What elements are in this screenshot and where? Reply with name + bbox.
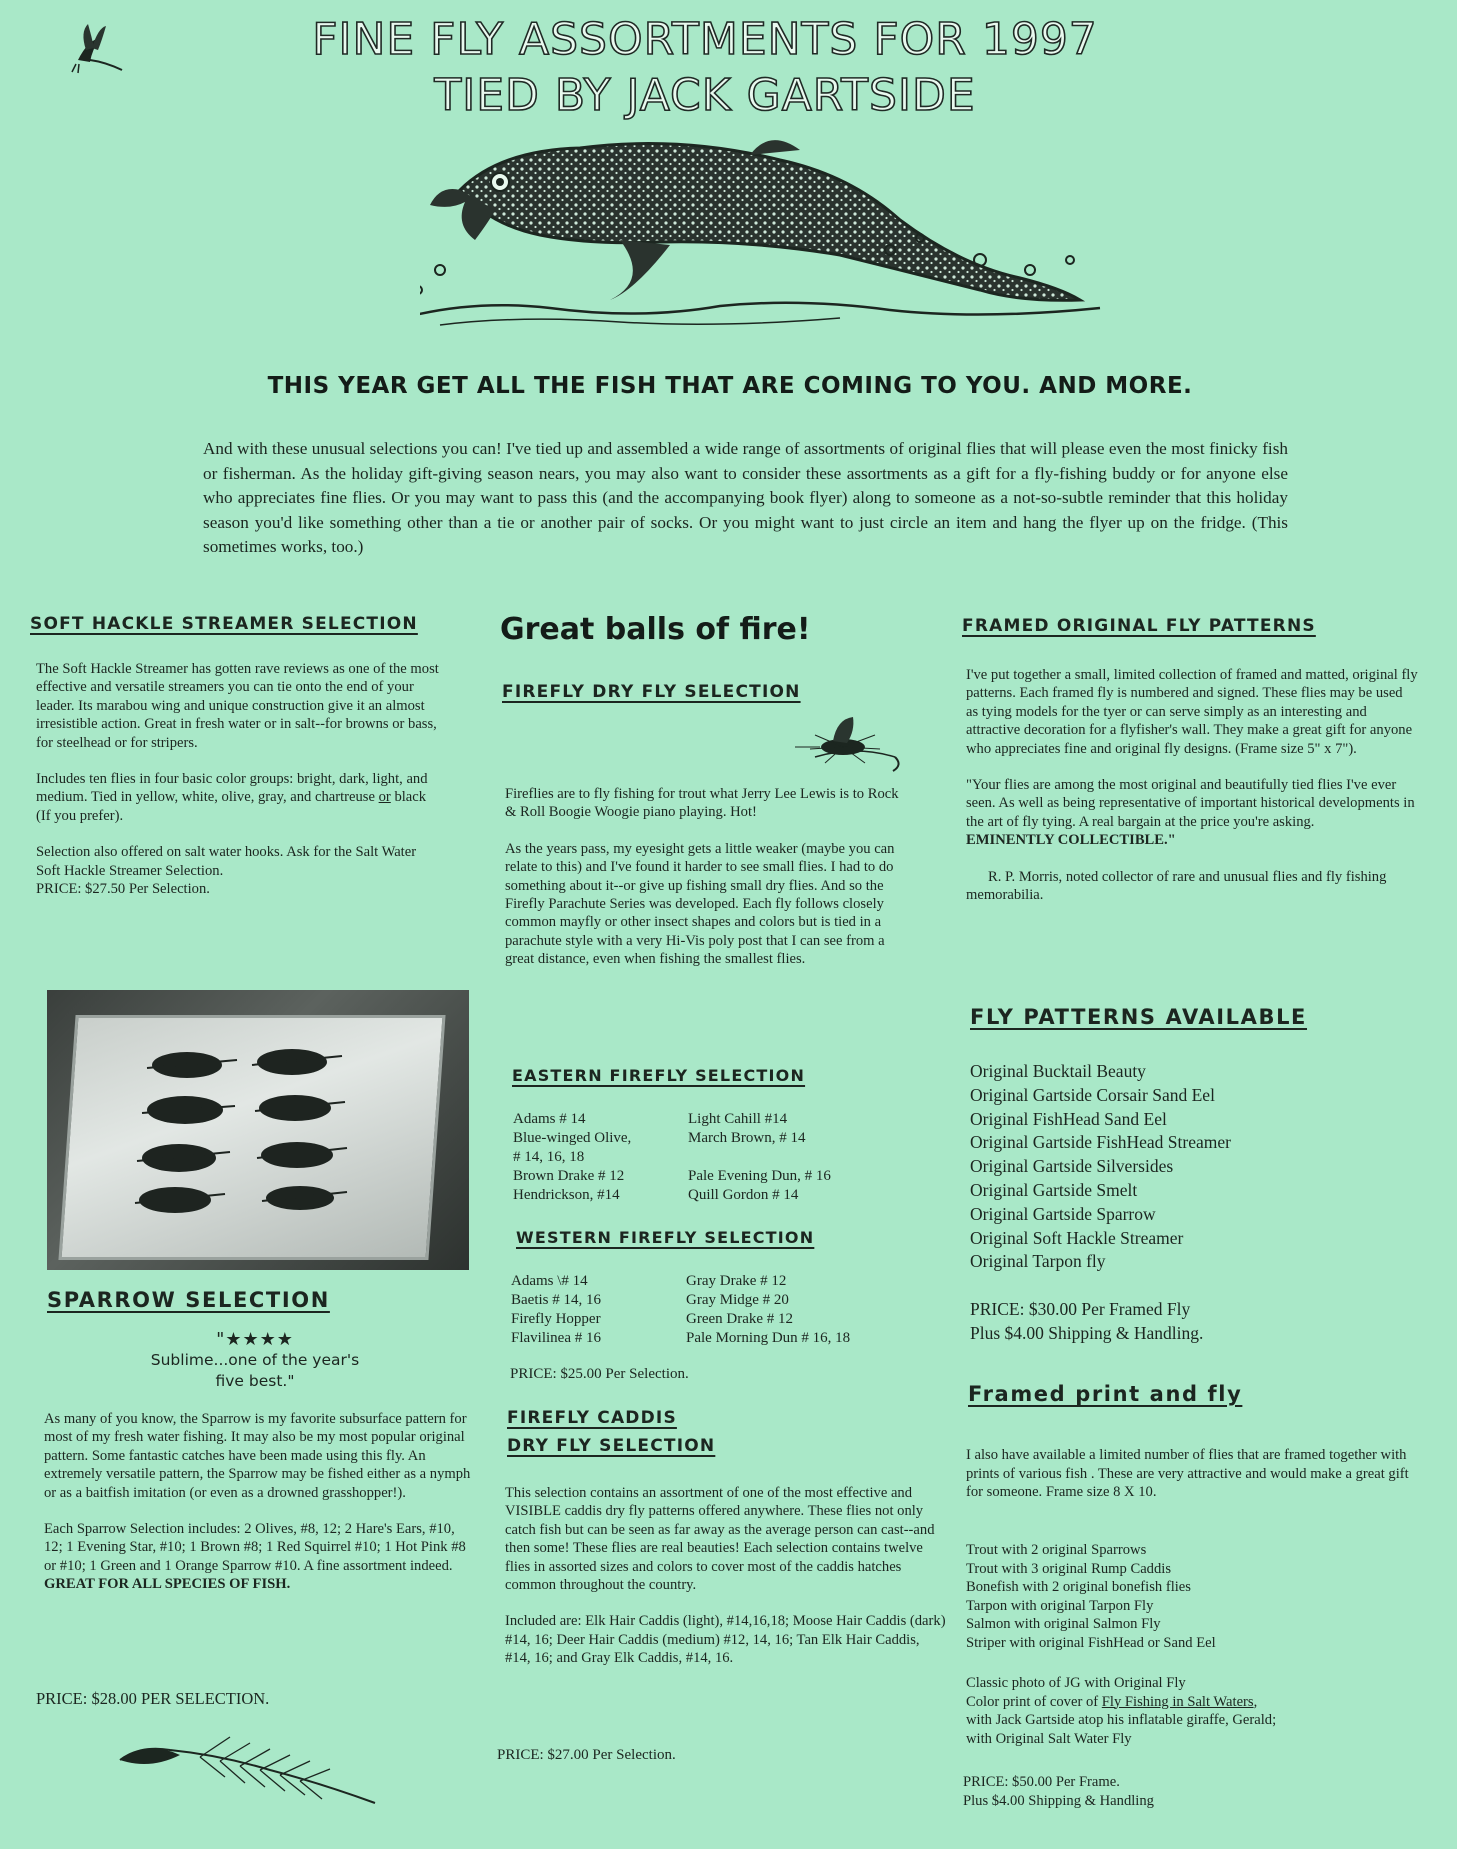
caddis-p2: Included are: Elk Hair Caddis (light), #14,16,18; Moose Hair Caddis (dark) #14, 16; Deer Hair Caddis (medium) #12, 14, 16; Tan Elk Hair Caddis, #14, 16; and Gray Elk Caddis, #14, 16. <box>505 1613 946 1667</box>
sparrow-flies-icon <box>47 990 469 1270</box>
table-cell: Flavilinea # 16 <box>511 1330 601 1346</box>
firefly-body <box>505 785 905 969</box>
table-row <box>513 1167 831 1186</box>
table-row <box>513 1186 831 1205</box>
table-cell: # 14, 16, 18 <box>513 1149 585 1165</box>
print-fly-p1: I also have available a limited number of flies that are framed together with prints of various fish . These are very attractive and would make a great gift for someone. Frame size 8 X 10. <box>966 1447 1409 1501</box>
table-row <box>511 1272 850 1291</box>
classic-line-2-text: Color print of cover of <box>966 1693 1102 1710</box>
soft-hackle-p2-or: or <box>378 789 391 806</box>
framed-attribution: R. P. Morris, noted collector of rare and unusual flies and fly fishing memorabilia. <box>966 868 1387 904</box>
classic-line-2-comma: , <box>1253 1693 1258 1710</box>
caddis-heading-line-1: FIREFLY CADDIS <box>507 1408 677 1428</box>
caddis-price: PRICE: $27.00 Per Selection. <box>497 1747 676 1763</box>
firefly-dry-fly-icon <box>795 705 905 775</box>
sparrow-p2-bold: GREAT FOR ALL SPECIES OF FISH. <box>44 1576 291 1593</box>
sparrow-p1: As many of you know, the Sparrow is my favorite subsurface pattern for most of my fresh water fishing. It may also be my most popular original pattern. Some fantastic catches have been made using this fly. An extremely versatile pattern, the Sparrow may be fished either as a nymph or as a baitfish imitation (or even as a drowned grasshopper!). <box>44 1411 471 1501</box>
list-item: Original Gartside Corsair Sand Eel <box>970 1084 1215 1105</box>
table-cell: Adams # 14 <box>513 1111 586 1127</box>
framed-p1: I've put together a small, limited collection of framed and matted, original fly patterns. Each framed fly is numbered and signed. These flies may be used as tying models for the tyer or can serve simply as an interesting and attractive decoration for a flyfisher's wall. They make a great gift for anyone who appreciates fine and original fly designs. (Frame size 5" x 7"). <box>966 667 1418 757</box>
patterns-heading: FLY PATTERNS AVAILABLE <box>970 1005 1308 1029</box>
feather-fly-icon <box>110 1715 380 1805</box>
list-item: Original Soft Hackle Streamer <box>970 1227 1184 1248</box>
print-fly-classic <box>966 1674 1411 1748</box>
list-item: Bonefish with 2 original bonefish flies <box>966 1579 1191 1596</box>
firefly-heading: FIREFLY DRY FLY SELECTION <box>502 682 801 702</box>
firefly-price: PRICE: $25.00 Per Selection. <box>510 1366 689 1382</box>
classic-line-3: with Jack Gartside atop his inflatable giraffe, Gerald; <box>966 1712 1277 1729</box>
table-cell: Pale Morning Dun # 16, 18 <box>686 1330 851 1346</box>
firefly-p1: Fireflies are to fly fishing for trout what Jerry Lee Lewis is to Rock & Roll Boogie Woogie piano playing. Hot! <box>505 786 899 821</box>
table-cell: Firefly Hopper <box>511 1311 601 1327</box>
soft-hackle-p2-text: Includes ten flies in four basic color groups: bright, dark, light, and medium. Tied in yellow, white, olive, gray, and chartreuse <box>36 771 428 806</box>
soft-hackle-heading: SOFT HACKLE STREAMER SELECTION <box>30 614 418 634</box>
classic-line-1: Classic photo of JG with Original Fly <box>966 1675 1186 1691</box>
framed-body <box>966 666 1418 904</box>
table-row <box>511 1329 850 1348</box>
western-firefly-table <box>511 1272 850 1348</box>
list-item: Original FishHead Sand Eel <box>970 1108 1167 1129</box>
page-title-line-2: TIED BY JACK GARTSIDE <box>434 70 976 121</box>
list-item: Trout with 3 original Rump Caddis <box>966 1560 1172 1577</box>
list-item: Original Bucktail Beauty <box>970 1061 1146 1081</box>
sparrow-flies-photo <box>47 990 469 1270</box>
table-row <box>513 1110 831 1129</box>
patterns-price-text: PRICE: $30.00 Per Framed Fly <box>970 1299 1191 1319</box>
table-cell: Quill Gordon # 14 <box>688 1187 799 1203</box>
print-fly-price-text: PRICE: $50.00 Per Frame. <box>963 1774 1120 1790</box>
firefly-title: Great balls of fire! <box>500 612 811 647</box>
sparrow-review-quote <box>150 1329 360 1392</box>
western-firefly-heading: WESTERN FIREFLY SELECTION <box>516 1228 815 1247</box>
list-item: Original Gartside Sparrow <box>970 1203 1156 1224</box>
intro-paragraph: And with these unusual selections you can! I've tied up and assembled a wide range of assortments of original flies that will please even the most finicky fish or fisherman. As the holiday gift-giving season nears, you may also want to consider these assortments as a gift for a fly-fishing buddy or for anyone else who appreciates fine flies. Or you may want to pass this (and the accompanying book flyer) along to someone as a not-so-subtle reminder that this holiday season you'd like something other than a tie or another pair of socks. Or you might want to just circle an item and hang the flyer up on the fridge. (This sometimes works, too.) <box>203 439 1288 556</box>
list-item: Original Tarpon fly <box>970 1251 1106 1272</box>
framed-quote-text: "Your flies are among the most original and beautifully tied flies I've ever seen. As well as being representative of important historical developments in the art of fly tying. A real bargain at the price you're asking. <box>966 777 1415 830</box>
table-cell: Gray Drake # 12 <box>686 1273 787 1289</box>
list-item: Striper with original FishHead or Sand Eel <box>966 1634 1216 1651</box>
list-item: Salmon with original Salmon Fly <box>966 1616 1161 1633</box>
sparrow-p2 <box>44 1520 474 1594</box>
soft-hackle-p2-end: black (If you prefer). <box>36 789 427 824</box>
patterns-list <box>970 1060 1231 1274</box>
headline: THIS YEAR GET ALL THE FISH THAT ARE COMING TO YOU. AND MORE. <box>267 373 1193 399</box>
firefly-p2: As the years pass, my eyesight gets a little weaker (maybe you can relate to this) and I've found it harder to see small flies. I had to do something about it--or give up fishing small dry flies. And so the Firefly Parachute Series was developed. Each fly follows closely common mayfly or other insect shapes and colors but is tied in a parachute style with a very Hi-Vis poly post that I can see from a great distance, even when fishing the smallest flies. <box>505 840 895 968</box>
table-row <box>513 1148 831 1167</box>
soft-hackle-p2 <box>36 770 441 825</box>
caddis-heading-line-2: DRY FLY SELECTION <box>507 1436 716 1456</box>
framed-heading: FRAMED ORIGINAL FLY PATTERNS <box>962 616 1316 636</box>
table-cell: Blue-winged Olive, <box>513 1130 632 1146</box>
caddis-p1: This selection contains an assortment of one of the most effective and VISIBLE caddis dry fly patterns offered anywhere. These flies not only catch fish but can be seen as far away as the average person can cast--and then some! These flies are real beauties! Each selection contains twelve flies in assorted sizes and colors to cover most of the caddis hatches common throughout the country. <box>505 1485 935 1594</box>
soft-hackle-price: PRICE: $27.50 Per Selection. <box>36 881 210 898</box>
print-fly-list <box>966 1541 1411 1653</box>
caddis-heading <box>507 1404 715 1460</box>
table-cell: Light Cahill #14 <box>688 1111 788 1127</box>
sparrow-price: PRICE: $28.00 PER SELECTION. <box>36 1689 270 1708</box>
sparrow-p2-text: Each Sparrow Selection includes: 2 Olives, #8, 12; 2 Hare's Ears, #10, 12; 1 Evening Star, #10; 1 Brown #8; 1 Red Squirrel #10; 1 Hot Pink #8 or #10; 1 Green and 1 Orange Sparrow #10. A fine assortment indeed. <box>44 1521 466 1574</box>
list-item: Original Gartside FishHead Streamer <box>970 1132 1231 1153</box>
leaping-trout-illustration <box>420 130 1140 340</box>
classic-line-2 <box>966 1693 1411 1712</box>
list-item: Original Gartside Smelt <box>970 1179 1138 1200</box>
sparrow-quote-text: Sublime...one of the year's five best." <box>150 1351 360 1390</box>
sparrow-body <box>44 1410 474 1594</box>
table-row <box>511 1310 850 1329</box>
patterns-price <box>970 1297 1203 1345</box>
classic-book-title: Fly Fishing in Salt Waters <box>1101 1693 1254 1710</box>
print-fly-heading: Framed print and fly <box>968 1382 1243 1406</box>
eastern-firefly-table <box>513 1110 831 1205</box>
soft-hackle-body <box>36 660 441 898</box>
four-star-rating-icon: "★★★★ <box>216 1329 294 1350</box>
framed-quote-bold: EMINENTLY COLLECTIBLE." <box>966 832 1176 849</box>
table-cell: March Brown, # 14 <box>688 1130 806 1146</box>
table-row <box>511 1291 850 1310</box>
print-fly-shipping-text: Plus $4.00 Shipping & Handling <box>963 1792 1154 1809</box>
soft-hackle-p1: The Soft Hackle Streamer has gotten rave reviews as one of the most effective and versatile streamers you can tie onto the end of your leader. Its marabou wing and unique construction give it an almost irresistible action. Great in fresh water or in salt--for browns or bass, for steelhead or for stripers. <box>36 661 439 751</box>
sparrow-heading: SPARROW SELECTION <box>47 1288 330 1312</box>
table-row <box>513 1129 831 1148</box>
page-title-line-1: FINE FLY ASSORTMENTS FOR 1997 <box>312 14 1098 65</box>
table-cell: Adams \# 14 <box>511 1273 588 1289</box>
caddis-body <box>505 1484 947 1668</box>
table-cell: Gray Midge # 20 <box>686 1292 789 1308</box>
list-item: Trout with 2 original Sparrows <box>966 1542 1147 1558</box>
table-cell: Green Drake # 12 <box>686 1311 794 1327</box>
classic-line-4: with Original Salt Water Fly <box>966 1730 1132 1747</box>
soft-hackle-p3 <box>36 843 441 898</box>
list-item: Tarpon with original Tarpon Fly <box>966 1597 1154 1614</box>
print-fly-price <box>963 1773 1408 1810</box>
table-cell: Pale Evening Dun, # 16 <box>688 1168 831 1184</box>
table-cell: Hendrickson, #14 <box>513 1187 620 1203</box>
patterns-shipping-text: Plus $4.00 Shipping & Handling. <box>970 1323 1204 1343</box>
soft-hackle-p3-text: Selection also offered on salt water hooks. Ask for the Salt Water Soft Hackle Streamer Selection. <box>36 844 417 879</box>
framed-quote <box>966 776 1418 850</box>
eastern-firefly-heading: EASTERN FIREFLY SELECTION <box>512 1066 806 1085</box>
list-item: Original Gartside Silversides <box>970 1156 1174 1177</box>
mayfly-logo-icon <box>70 20 130 75</box>
table-cell: Brown Drake # 12 <box>513 1168 625 1184</box>
table-cell: Baetis # 14, 16 <box>511 1292 601 1308</box>
